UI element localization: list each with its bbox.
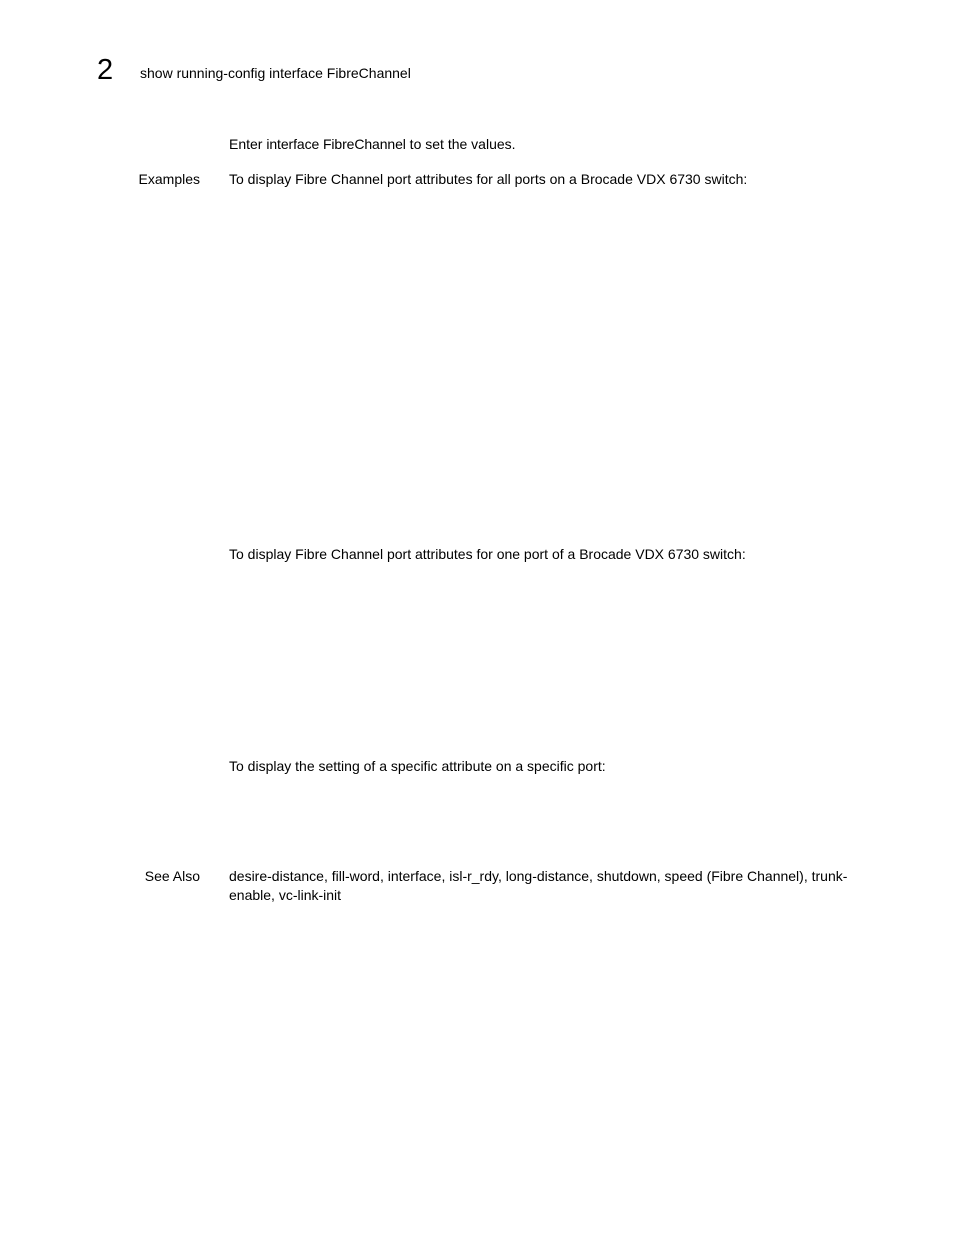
see-also-link[interactable]: desire-distance <box>229 868 324 884</box>
usage-text <box>229 135 869 153</box>
see-also-link[interactable]: shutdown <box>596 868 657 884</box>
example-intro-all-ports: To display Fibre Channel port attributes for all ports on a Brocade VDX 6730 switch: <box>229 171 748 187</box>
examples-label: Examples <box>138 171 200 187</box>
see-also-separator: , <box>379 868 388 884</box>
see-also-link[interactable]: interface <box>387 868 442 884</box>
see-also-separator: , <box>589 868 597 884</box>
usage-suffix: to set the values. <box>405 136 516 152</box>
see-also-link[interactable]: isl-r_rdy <box>449 868 498 884</box>
see-also-separator: , <box>497 868 506 884</box>
see-also-separator: , <box>803 868 812 884</box>
see-also-link[interactable]: trunk-enable <box>229 868 848 903</box>
example-intro-specific-attribute: To display the setting of a specific attribute on a specific port: <box>229 758 606 774</box>
see-also-link[interactable]: vc-link-init <box>278 887 342 903</box>
see-also-label: See Also <box>144 868 200 884</box>
see-also-separator: , <box>441 868 450 884</box>
see-also-link[interactable]: long-distance <box>505 868 590 884</box>
see-also-separator: , <box>323 868 332 884</box>
see-also-separator: , <box>271 887 279 903</box>
usage-command: interface FibreChannel <box>266 136 406 152</box>
running-head: show running-config interface FibreChannel <box>140 65 411 81</box>
example-code-block-specific-attribute <box>229 784 849 854</box>
example-intro-one-port: To display Fibre Channel port attributes for one port of a Brocade VDX 6730 switch: <box>229 546 746 562</box>
see-also-link[interactable]: speed (Fibre Channel) <box>664 868 804 884</box>
see-also-separator: , <box>656 868 665 884</box>
see-also-list <box>229 867 859 905</box>
see-also-link[interactable]: fill-word <box>331 868 380 884</box>
example-code-block-all-ports <box>229 196 849 526</box>
example-code-block-one-port <box>229 572 849 742</box>
usage-prefix: Enter <box>229 136 267 152</box>
chapter-number: 2 <box>97 54 114 86</box>
